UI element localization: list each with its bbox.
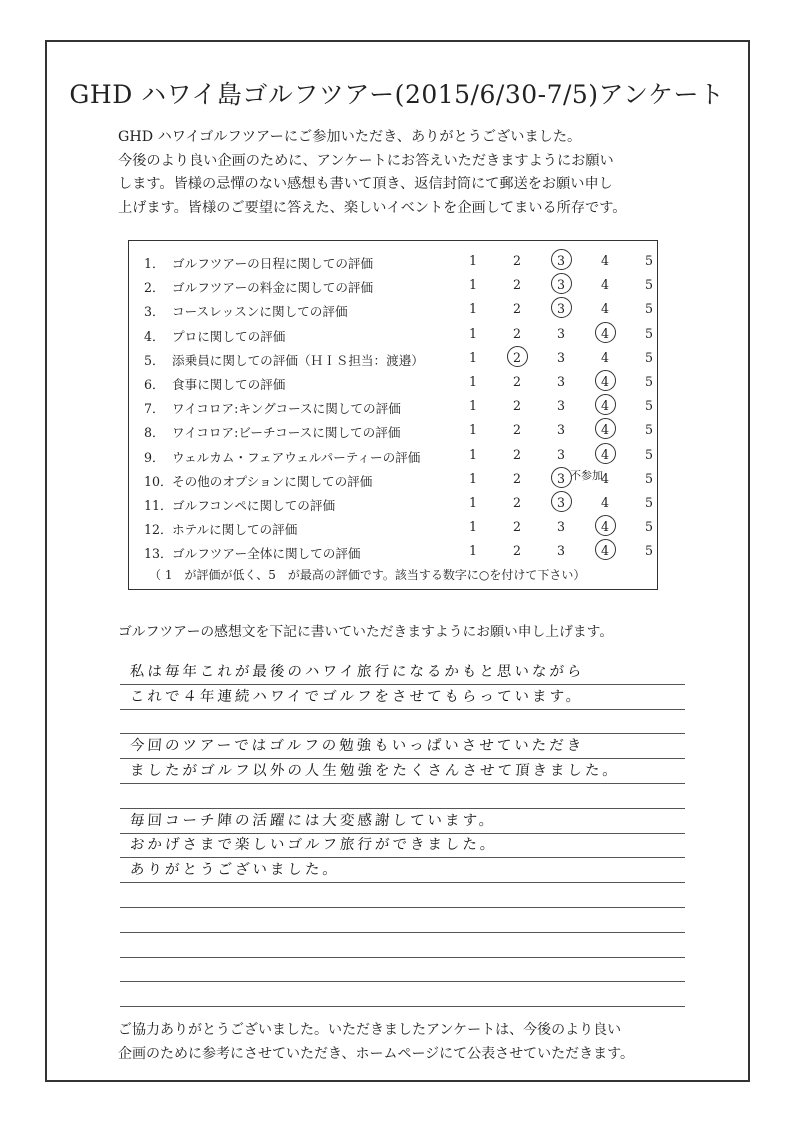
- rating-option[interactable]: 3: [550, 253, 572, 268]
- page-title: GHD ハワイ島ゴルフツアー(2015/6/30-7/5)アンケート: [69, 80, 725, 109]
- comment-line[interactable]: [120, 784, 685, 809]
- question-row: [144, 322, 654, 346]
- rating-option[interactable]: 5: [644, 277, 653, 293]
- comment-line[interactable]: [120, 685, 685, 710]
- question-number: 13．: [144, 546, 173, 562]
- rating-option[interactable]: 3: [556, 543, 565, 559]
- question-label: [144, 350, 424, 369]
- rating-option[interactable]: 4: [594, 398, 616, 413]
- intro-text: [118, 126, 698, 220]
- rating-option[interactable]: 4: [594, 447, 616, 462]
- rating-option[interactable]: 3: [556, 519, 565, 535]
- rating-option[interactable]: 1: [468, 470, 477, 486]
- rating-option[interactable]: 4: [594, 543, 616, 558]
- rating-option[interactable]: 2: [512, 470, 521, 486]
- rating-option[interactable]: 3: [550, 495, 572, 510]
- question-number: 7．: [144, 401, 165, 417]
- question-label: [144, 398, 401, 417]
- question-row: [144, 467, 654, 491]
- comment-line[interactable]: [120, 858, 685, 883]
- intro-line: します。皆様の忌憚のない感想も書いて頂き、返信封筒にて郵送をお願い申し: [118, 176, 613, 192]
- question-label: [144, 374, 285, 393]
- question-number: 12．: [144, 522, 173, 538]
- rating-option[interactable]: 4: [594, 422, 616, 437]
- rating-option[interactable]: 5: [644, 253, 653, 268]
- rating-option[interactable]: 3: [550, 277, 572, 292]
- rating-note: 不参加: [570, 468, 603, 482]
- intro-line: 上げます。皆様のご要望に答えた、楽しいイベントを企画してまいる所存です。: [118, 199, 627, 216]
- rating-option[interactable]: 3: [556, 374, 565, 389]
- question-row: [144, 515, 654, 539]
- rating-option[interactable]: 1: [468, 519, 477, 535]
- rating-option[interactable]: 3: [556, 349, 565, 365]
- question-label: [144, 326, 285, 345]
- rating-option[interactable]: 5: [644, 398, 653, 414]
- question-row: [144, 539, 654, 563]
- question-text: ホテルに関しての評価: [172, 522, 298, 538]
- handwritten-text: これで４年連続ハワイでゴルフをさせてもらっています。: [129, 688, 584, 705]
- question-number: 3．: [144, 304, 165, 320]
- rating-option[interactable]: 1: [468, 325, 477, 341]
- comment-area[interactable]: [120, 660, 685, 1007]
- question-text: ウェルカム・フェアウェルパーティーの評価: [172, 449, 421, 465]
- rating-option[interactable]: 2: [512, 519, 521, 535]
- rating-option[interactable]: 1: [468, 277, 477, 293]
- question-label: [144, 543, 361, 562]
- rating-option[interactable]: 3: [556, 325, 565, 341]
- rating-option[interactable]: 1: [468, 495, 477, 510]
- question-label: [144, 277, 373, 296]
- comment-line[interactable]: [120, 933, 685, 958]
- question-number: 9．: [144, 449, 165, 465]
- rating-option[interactable]: 4: [600, 301, 609, 317]
- comment-line[interactable]: [120, 660, 685, 685]
- rating-option[interactable]: 4: [594, 519, 616, 534]
- question-number: 2．: [144, 280, 165, 296]
- rating-option[interactable]: 5: [644, 543, 653, 559]
- rating-option[interactable]: 5: [644, 519, 653, 535]
- question-number: 1．: [144, 256, 165, 271]
- rating-option[interactable]: 2: [512, 277, 521, 293]
- rating-option[interactable]: 5: [644, 470, 653, 486]
- rating-option[interactable]: 2: [512, 325, 521, 341]
- rating-legend: （ 1 が評価が低く、5 が最高の評価です。該当する数字に○を付けて下さい）: [149, 568, 586, 582]
- rating-option[interactable]: 5: [644, 374, 653, 389]
- question-text: ゴルフツアー全体に関しての評価: [172, 546, 361, 562]
- rating-option[interactable]: 4: [594, 326, 616, 341]
- comment-line[interactable]: [120, 834, 685, 859]
- rating-option[interactable]: 4: [594, 374, 616, 389]
- question-row: [144, 370, 654, 394]
- rating-option[interactable]: 2: [512, 543, 521, 559]
- rating-option[interactable]: 2: [512, 253, 521, 268]
- rating-option[interactable]: 2: [512, 446, 521, 462]
- question-row: [144, 249, 654, 273]
- handwritten-text: 私は毎年これが最後のハワイ旅行になるかもと思いながら: [129, 663, 586, 680]
- rating-option[interactable]: 3: [550, 301, 572, 316]
- rating-option[interactable]: 4: [600, 253, 609, 268]
- question-number: 6．: [144, 377, 165, 392]
- question-number: 4．: [144, 328, 165, 344]
- rating-option[interactable]: 1: [468, 543, 477, 559]
- question-row: [144, 297, 654, 321]
- question-text: ワイコロア:キングコースに関しての評価: [172, 401, 401, 417]
- question-text: プロに関しての評価: [172, 328, 286, 344]
- comment-line[interactable]: [120, 734, 685, 759]
- question-text: その他のオプションに関しての評価: [172, 473, 373, 489]
- question-text: ゴルフツアーの料金に関しての評価: [172, 280, 374, 296]
- comment-line[interactable]: [120, 958, 685, 983]
- question-text: ゴルフツアーの日程に関しての評価: [172, 256, 374, 271]
- question-label: [144, 447, 420, 466]
- question-number: 5．: [144, 352, 165, 368]
- rating-option[interactable]: 1: [468, 422, 477, 438]
- rating-option[interactable]: 1: [468, 349, 477, 365]
- closing-text: [118, 1018, 634, 1066]
- question-text: ワイコロア:ビーチコースに関しての評価: [172, 425, 401, 441]
- rating-option[interactable]: 1: [468, 398, 477, 414]
- handwritten-text: 毎回コーチ陣の活躍には大変感謝しています。: [129, 812, 497, 829]
- rating-option[interactable]: 1: [468, 301, 477, 317]
- handwritten-text: おかげさまで楽しいゴルフ旅行ができました。: [129, 837, 498, 854]
- handwritten-text: ありがとうございました。: [129, 862, 341, 879]
- question-row: [144, 394, 654, 418]
- question-row: [144, 491, 654, 515]
- question-number: 10．: [144, 473, 173, 489]
- rating-option[interactable]: 2: [512, 495, 521, 510]
- handwritten-text: 今回のツアーではゴルフの勉強もいっぱいさせていただき: [129, 738, 585, 755]
- question-label: [144, 422, 400, 441]
- comment-line[interactable]: [120, 883, 685, 908]
- question-row: [144, 346, 654, 370]
- question-label: [144, 471, 372, 490]
- question-text: ゴルフコンペに関しての評価: [172, 498, 336, 513]
- rating-table: [128, 240, 658, 590]
- comment-line[interactable]: [120, 759, 685, 784]
- intro-line: GHD ハワイゴルフツアーにご参加いただき、ありがとうございました。: [118, 129, 582, 145]
- question-row: [144, 443, 654, 467]
- comment-prompt: ゴルフツアーの感想文を下記に書いていただきますようにお願い申し上げます。: [118, 624, 614, 640]
- rating-option[interactable]: 3: [556, 398, 565, 414]
- rating-option[interactable]: 5: [644, 349, 653, 365]
- rating-option[interactable]: 3: [556, 422, 565, 438]
- question-label: [144, 495, 335, 514]
- rating-option[interactable]: 5: [644, 325, 653, 341]
- rating-option[interactable]: 3: [550, 471, 572, 486]
- question-text: 添乗員に関しての評価（ＨＩＳ担当：渡邉）: [172, 352, 424, 368]
- rating-option[interactable]: 4: [600, 349, 609, 365]
- rating-option[interactable]: 1: [468, 374, 477, 389]
- comment-line[interactable]: [120, 982, 685, 1007]
- rating-option[interactable]: 4: [600, 470, 609, 486]
- handwritten-text: ましたがゴルフ以外の人生勉強をたくさんさせて頂きました。: [129, 762, 621, 779]
- rating-option[interactable]: 1: [468, 446, 477, 462]
- rating-option[interactable]: 2: [512, 398, 521, 414]
- question-row: [144, 273, 654, 297]
- question-row: [144, 418, 654, 442]
- rating-option[interactable]: 5: [644, 301, 653, 317]
- question-text: 食事に関しての評価: [172, 377, 286, 392]
- rating-option[interactable]: 3: [556, 446, 565, 462]
- rating-option[interactable]: 5: [644, 446, 653, 462]
- question-number: 11．: [144, 498, 173, 513]
- rating-option[interactable]: 5: [644, 495, 653, 510]
- question-label: [144, 519, 297, 538]
- question-label: [144, 253, 373, 272]
- rating-option[interactable]: 5: [644, 422, 653, 438]
- comment-line[interactable]: [120, 908, 685, 933]
- question-text: コースレッスンに関しての評価: [172, 304, 348, 320]
- question-number: 8．: [144, 425, 165, 441]
- comment-line[interactable]: [120, 809, 685, 834]
- rating-option[interactable]: 2: [506, 350, 528, 365]
- closing-line: 企画のために参考にさせていただき、ホームページにて公表させていただきます。: [118, 1046, 635, 1062]
- rating-option[interactable]: 1: [468, 253, 477, 268]
- rating-option[interactable]: 4: [600, 495, 609, 510]
- closing-line: ご協力ありがとうございました。いただきましたアンケートは、今後のより良い: [118, 1022, 622, 1038]
- intro-line: 今後のより良い企画のために、アンケートにお答えいただきますようにお願い: [118, 152, 614, 169]
- rating-option[interactable]: 4: [600, 277, 609, 293]
- comment-line[interactable]: [120, 710, 685, 735]
- question-label: [144, 301, 348, 320]
- rating-option[interactable]: 2: [512, 374, 521, 389]
- rating-option[interactable]: 2: [512, 422, 521, 438]
- rating-option[interactable]: 2: [512, 301, 521, 317]
